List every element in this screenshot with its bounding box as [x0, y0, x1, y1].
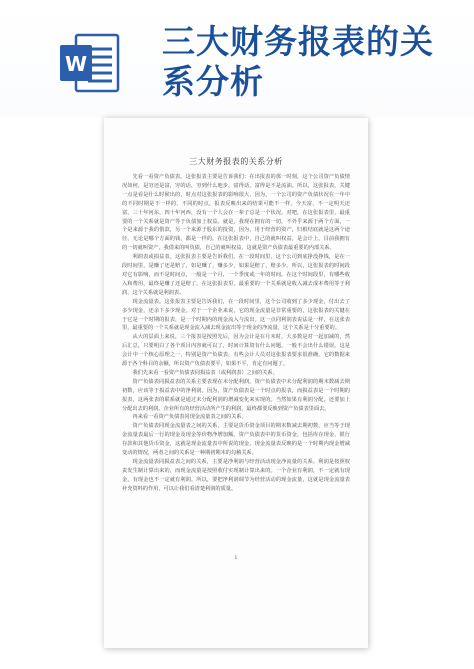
paragraph: 现金流量表同损益表之间的关系，主要是净利润与经营活动现金净流量的关系。利润是按照权责发生制计算出来的，而现金流量是按照收付实现制计算出来的。一个企业有利润，不一定就有现金，有现金也不一定就有利润。所以，要把净利润调节为经营活动的现金流量，这就是现金流量表补充资料的作用，可以让我们看清楚利润的质量。	[122, 459, 350, 492]
paragraph: 资产负债表同损益表的关系主要表现在未分配利润。资产负债表中未分配利润的期末数减去期初数，应该等于损益表中的净利润。因为，资产负债表是一个时点的报表，而损益表是一个时期的报表，这两张表的联系就是通过未分配利润的增减变化来实现的。当然如果有利润分配，还要加上分配出去的利润。企业所有的经营活动所产生的利润，最终都要反映到资产负债表里面去。	[122, 378, 350, 412]
paragraph: 先看一看资产负债表。这张报表主要是告诉我们：在出报表的那一时刻，这个公司资产负债情况如何，是穷还是富，穷的话，穷到什么地步，富得话，富得是不是流油。所以，这张报表，关键一点是看是什么时候出的，时点对这张报表的影响很大，因为，一个公司的资产负债状况在一年中的不同时期是不一样的，不同的时点，报表反映出来的结果可能不一样。今天富，不一定明天还富，三十年河东，四十年河西，没有一个人会在一辈子总是一个状况，对吧，在这张报表里，最重要的一个关系就是资产等于负债加上权益。就是，我现在拥有的一切，不外乎来源于两个方面，一个是来源于我的借款，另一个来源于股东的投资，因为，用于经营的资产，归根结底就是这两个途径，无论是哪个方面的钱，都是一样的。在这张报表中，自己的就叫权益，是会计上，目前我拥有的一切就叫资产，我借来的叫负债，自己的就叫权益，这就是资产负债表最重要的内部关系。	[122, 174, 350, 252]
paragraph: 现金流量表。这张报表主要是告诉我们，在一段时间里，这个公司收到了多少现金，付出去了多少现金，还余下多少现金。对于一个企业来说，它的现金流量是非常重要的，这张报表的关键在于它是一个时期的报表，是一个时期内的现金流入与流出。这一点同利润表说法是一样，在这张表里，最重要的一个关系就是现金流入减去现金流出等于现金的净流量，这个关系是十分重要的。	[122, 298, 350, 332]
paragraph: 我们先来看一看资产负债表同损益表（或利润表）之间的关系。	[132, 369, 278, 376]
word-logo-letter: W	[64, 52, 88, 76]
paragraph: 再来看一看资产负债表同现金流量表之间的关系。	[132, 414, 247, 421]
paragraph: 利润表或损益表。这张报表主要是告诉我们，在一段时间里，这个公司到底挣没挣钱，是在一段时间里，是赚了还是赔了，如是赚了，赚多少，如果是赔了，赔多少。所以，这张报表的时间段对它有影响，而不是时间点，一般是一个月，一个季度或一年的时间。在这个时间段里，有哪些收入和费用，最终是赚了还是赔了。在这张报表里，最重要的一个关系就是收入减去成本费用等于利润，这个关系就是利润表。	[122, 254, 350, 296]
header-banner	[0, 0, 474, 118]
banner-title: 三大财务报表的关系分析	[162, 22, 434, 101]
paragraph: 资产负债表同现金流量表之间的关系，主要是货币资金项目的期末数减去期初数，应当等于现金流量表最后一行的现金及现金等价物净增加额。资产负债表中的货币资金，包括库存现金、银行存款和其他货币资金，这就是现金流量表中所说的现金。现金流量表反映的是一个时期内现金增减变动的情况，两者之间的关系是一种期初期末的勾稽关系。	[122, 423, 350, 457]
word-document-icon	[58, 31, 122, 95]
paragraph: 从大的层面上来说，三个报表是按照先后，因为会计是在月末时，大多数是对一起加减的，然后汇总，只要明白了各个项目内容就可以了，时间计算资有什么问题，一般不会出什么错误。这是会计中一个核心原理之一，特别是资产负债表，有些会计人员对这张报表要求很准确，它的数据来源于各个科目的余额，所以资产负债表要平，如果不平，肯定有问题了。	[122, 334, 350, 368]
document-body	[122, 173, 350, 494]
document-page	[104, 118, 368, 648]
page-number: 1	[234, 555, 238, 561]
document-title: 三大财务报表的关系分析	[189, 157, 283, 166]
